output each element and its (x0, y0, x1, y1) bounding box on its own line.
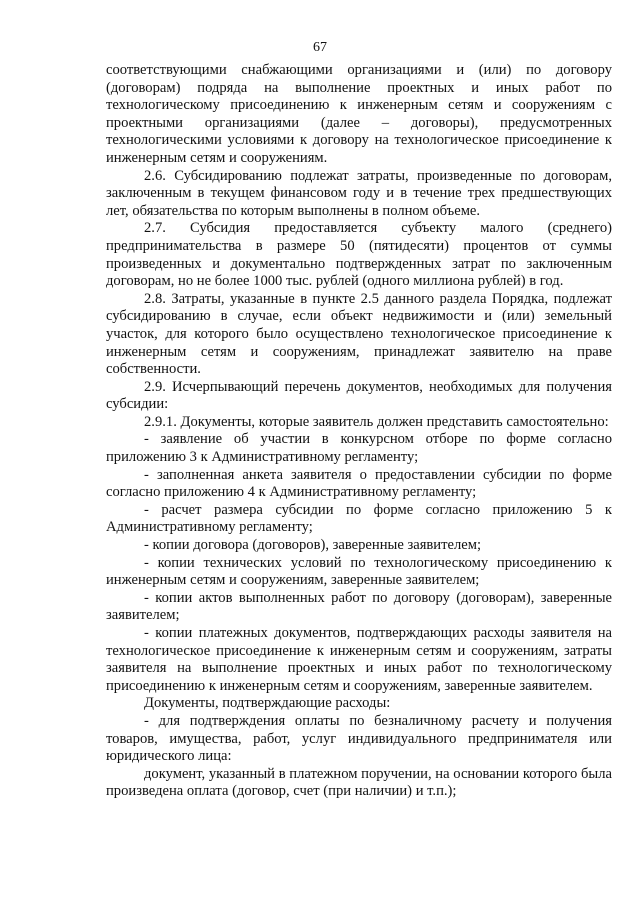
paragraph-2-7: 2.7. Субсидия предоставляется субъекту малого (среднего) предпринимательства в размере 50 (пятидесяти) процентов от суммы произведенных и документально подтвержденных затрат по заключенным договорам, но не более 1000 тыс. рублей (одного миллиона рублей) в год. (106, 220, 612, 290)
list-item-contract-copies: - копии договора (договоров), заверенные заявителем; (144, 537, 482, 554)
list-item-technical-conditions: - копии технических условий по технологическому присоединению к инженерным сетям и сооружениям, заверенные заявителем; (106, 554, 612, 589)
document-body (106, 62, 612, 801)
paragraph-2-9-1: 2.9.1. Документы, которые заявитель должен представить самостоятельно: (144, 413, 609, 430)
page-number: 67 (313, 40, 327, 55)
paragraph-2-6: 2.6. Субсидированию подлежат затраты, произведенные по договорам, заключенным в текущем финансовом году и в течение трех предшествующих лет, обязательства по которым выполнены в полном объеме. (106, 167, 612, 219)
list-item-cashless-payment: - для подтверждения оплаты по безналичному расчету и получения товаров, имущества, работ, услуг индивидуального предпринимателя или юридического лица: (106, 712, 612, 765)
list-item-questionnaire: - заполненная анкета заявителя о предоставлении субсидии по форме согласно приложению 4 к Административному регламенту; (106, 466, 612, 501)
list-item-calculation: - расчет размера субсидии по форме согласно приложению 5 к Административному регламенту; (106, 501, 612, 536)
paragraph-2-9: 2.9. Исчерпывающий перечень документов, необходимых для получения субсидии: (106, 378, 612, 413)
paragraph-2-8: 2.8. Затраты, указанные в пункте 2.5 данного раздела Порядка, подлежат субсидированию в случае, если объект недвижимости и (или) земельный участок, для которого было осуществлено технологическое присоединение к инженерным сетям и сооружениям, принадлежат заявителю на праве собственности. (106, 290, 612, 378)
paragraph-continuation: соответствующими снабжающими организациями и (или) по договору (договорам) подряда на выполнение проектных и иных работ по технологическому присоединению к инженерным сетям и сооружениям с проектными организациями (далее – договоры), предусмотренных технологическими условиями к договору на технологическое присоединение к инженерным сетям и сооружениям. (106, 62, 612, 166)
list-item-acts: - копии актов выполненных работ по договору (договорам), заверенные заявителем; (106, 589, 612, 624)
list-item-application: - заявление об участии в конкурсном отборе по форме согласно приложению 3 к Административному регламенту; (106, 431, 612, 466)
paragraph-expense-documents: Документы, подтверждающие расходы: (144, 695, 391, 712)
paragraph-payment-basis: документ, указанный в платежном поручении, на основании которого была произведена оплата (договор, счет (при наличии) и т.п.); (106, 765, 612, 800)
list-item-payment-documents: - копии платежных документов, подтверждающих расходы заявителя на технологическое присоединение к инженерным сетям и сооружениям, затраты заявителя на выполнение проектных и иных работ по технологическому присоединению к инженерным сетям и сооружениям, заверенные заявителем. (106, 625, 612, 694)
